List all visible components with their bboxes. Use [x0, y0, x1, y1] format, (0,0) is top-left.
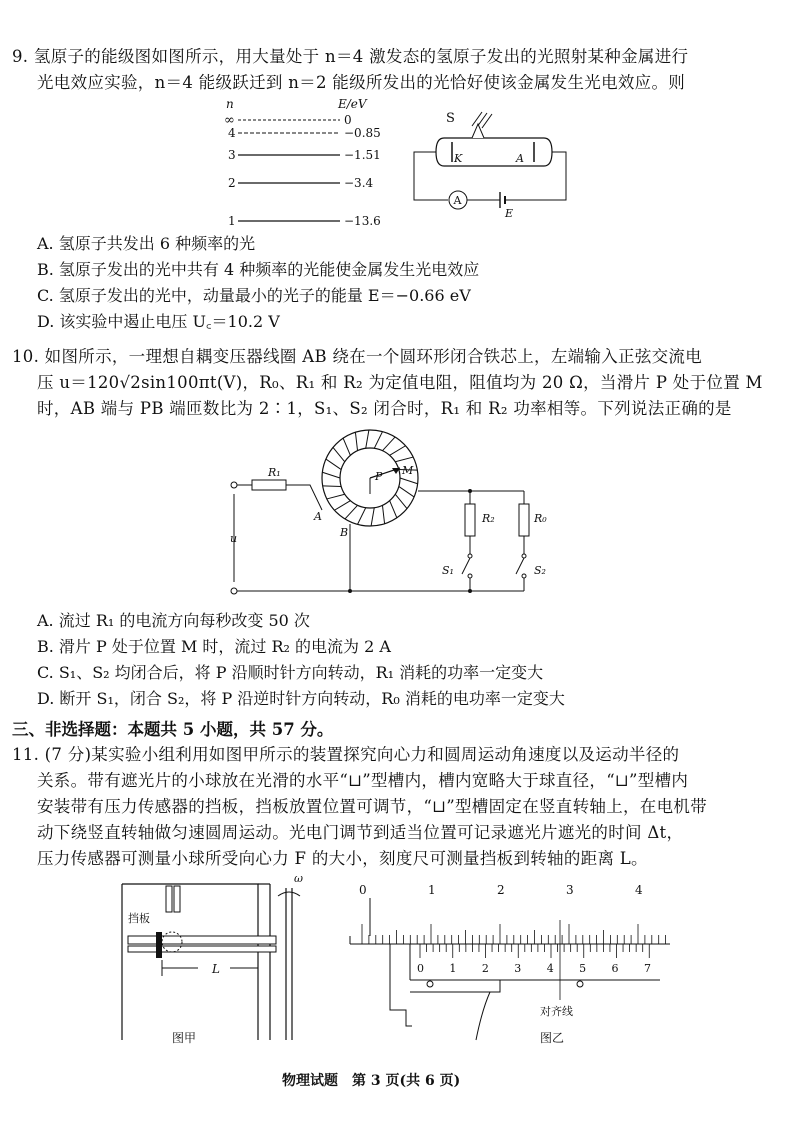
svg-text:1: 1 [228, 214, 236, 228]
q10-option-a: A. 流过 R₁ 的电流方向每秒改变 50 次 [37, 611, 310, 630]
svg-text:−0.85: −0.85 [344, 126, 381, 140]
energy-level-3 [228, 148, 381, 162]
terminal-a-label: A [314, 510, 322, 523]
r0-resistor [519, 504, 529, 536]
figure-a-caption: 图甲 [172, 1031, 197, 1045]
svg-text:∞: ∞ [224, 113, 235, 128]
q11-stem-line-2: 关系。带有遮光片的小球放在光滑的水平“⊔”型槽内，槽内宽略大于球直径，“⊔”型槽内 [37, 771, 689, 790]
main-scale-label: 0 [359, 883, 367, 897]
q10-stem-line-1: 10. 如图所示，一理想自耦变压器线圈 AB 绕在一个圆环形闭合铁芯上，左端输入正弦交流电 [12, 347, 703, 366]
light-source-label: S [446, 111, 455, 126]
svg-text:−13.6: −13.6 [344, 214, 381, 228]
q10-stem-line-3: 时，AB 端与 PB 端匝数比为 2∶1，S₁、S₂ 闭合时，R₁ 和 R₂ 功率相等。下列说法正确的是 [37, 399, 732, 418]
s1-label: S₁ [442, 564, 454, 577]
r1-label: R₁ [268, 466, 281, 479]
vernier-scale-label: 5 [579, 962, 587, 975]
q9-option-a: A. 氢原子共发出 6 种频率的光 [37, 234, 256, 253]
q11-stem-line-1: 11. (7 分)某实验小组利用如图甲所示的装置探究向心力和圆周运动角速度以及运动半径的 [12, 745, 680, 764]
terminal-b-label: B [340, 526, 349, 539]
main-scale-label: 2 [497, 883, 505, 897]
q11-stem-line-4: 动下绕竖直转轴做匀速圆周运动。光电门调节到适当位置可记录遮光片遮光的时间 Δt， [37, 823, 684, 842]
vernier-scale-label: 0 [417, 962, 424, 975]
switch-s1 [462, 558, 470, 574]
r1-resistor [252, 480, 286, 490]
svg-text:−3.4: −3.4 [344, 176, 374, 190]
q10-stem-line-2: 压 u＝120√2sin100πt(V)，R₀、R₁ 和 R₂ 为定值电阻，阻值均为 20 Ω，当滑片 P 处于位置 M [37, 373, 763, 392]
main-scale-label: 1 [428, 883, 436, 897]
autotransformer-circuit [228, 428, 558, 608]
energy-level-1 [228, 214, 381, 228]
q9-stem-line-2: 光电效应实验，n＝4 能级跃迁到 n＝2 能级所发出的光恰好使该金属发生光电效应。则 [37, 73, 686, 92]
length-l-label: L [212, 962, 220, 976]
align-line-label: 对齐线 [540, 1005, 573, 1018]
page-footer: 物理试题 第 3 页(共 6 页) [282, 1073, 461, 1089]
main-scale-label: 3 [566, 883, 574, 897]
voltage-label: u [230, 532, 238, 545]
s2-label: S₂ [534, 564, 546, 577]
q10-option-d: D. 断开 S₁，闭合 S₂，将 P 沿逆时针方向转动，R₀ 消耗的电功率一定变大 [37, 689, 565, 708]
vernier-scale-label: 3 [514, 962, 522, 975]
switch-s2 [516, 558, 524, 574]
q11-stem-line-3: 安装带有压力传感器的挡板，挡板放置位置可调节，“⊔”型槽固定在竖直转轴上，在电机带 [37, 797, 707, 816]
coil-turn [323, 486, 342, 487]
q9-stem-line-1: 9. 氢原子的能级图如图所示，用大量处于 n＝4 激发态的氢原子发出的光照射某种金属进行 [12, 47, 689, 66]
ammeter-icon: A [453, 194, 462, 207]
q10-option-b: B. 滑片 P 处于位置 M 时，流过 R₂ 的电流为 2 A [37, 637, 391, 656]
vernier-scale-label: 4 [546, 962, 554, 975]
slider-p-label: P [375, 470, 383, 483]
figure-b-vernier-caliper [350, 880, 670, 1050]
omega-label: ω [294, 872, 303, 885]
n-axis-label: n [226, 97, 234, 111]
svg-text:4: 4 [228, 126, 236, 140]
vernier-scale-label: 6 [611, 962, 619, 975]
svg-text:3: 3 [228, 148, 236, 162]
q10-option-c: C. S₁、S₂ 均闭合后，将 P 沿顺时针方向转动，R₁ 消耗的功率一定变大 [37, 663, 544, 682]
q11-stem-line-5: 压力传感器可测量小球所受向心力 F 的大小，刻度尺可测量挡板到转轴的距离 L。 [37, 849, 648, 868]
svg-text:−1.51: −1.51 [344, 148, 381, 162]
energy-level-diagram [220, 96, 400, 236]
figure-b-caption: 图乙 [540, 1031, 565, 1045]
energy-level-4 [228, 126, 381, 140]
energy-level-2 [228, 176, 374, 190]
q9-option-d: D. 该实验中遏止电压 U꜀＝10.2 V [37, 312, 280, 331]
r0-label: R₀ [534, 512, 547, 525]
figure-a-apparatus [118, 872, 318, 1050]
battery-label: E [505, 207, 514, 220]
r2-resistor [465, 504, 475, 536]
svg-text:0: 0 [344, 113, 352, 127]
photoelectric-circuit [408, 96, 558, 221]
r2-label: R₂ [482, 512, 495, 525]
baffle-label: 挡板 [128, 912, 150, 925]
position-m-label: M [402, 464, 414, 477]
q9-option-c: C. 氢原子发出的光中，动量最小的光子的能量 E＝−0.66 eV [37, 286, 471, 305]
q9-option-b: B. 氢原子发出的光中共有 4 种频率的光能使金属发生光电效应 [37, 260, 480, 279]
svg-text:2: 2 [228, 176, 236, 190]
vernier-scale-label: 7 [643, 962, 651, 975]
vernier-scale-label: 1 [449, 962, 457, 975]
main-scale-label: 4 [635, 883, 643, 897]
anode-label: A [516, 152, 524, 165]
energy-level-inf [224, 113, 352, 128]
vernier-scale-label: 2 [481, 962, 489, 975]
cathode-label: K [454, 152, 463, 165]
energy-axis-label: E/eV [338, 97, 367, 111]
section-heading: 三、非选择题：本题共 5 小题，共 57 分。 [12, 720, 334, 739]
